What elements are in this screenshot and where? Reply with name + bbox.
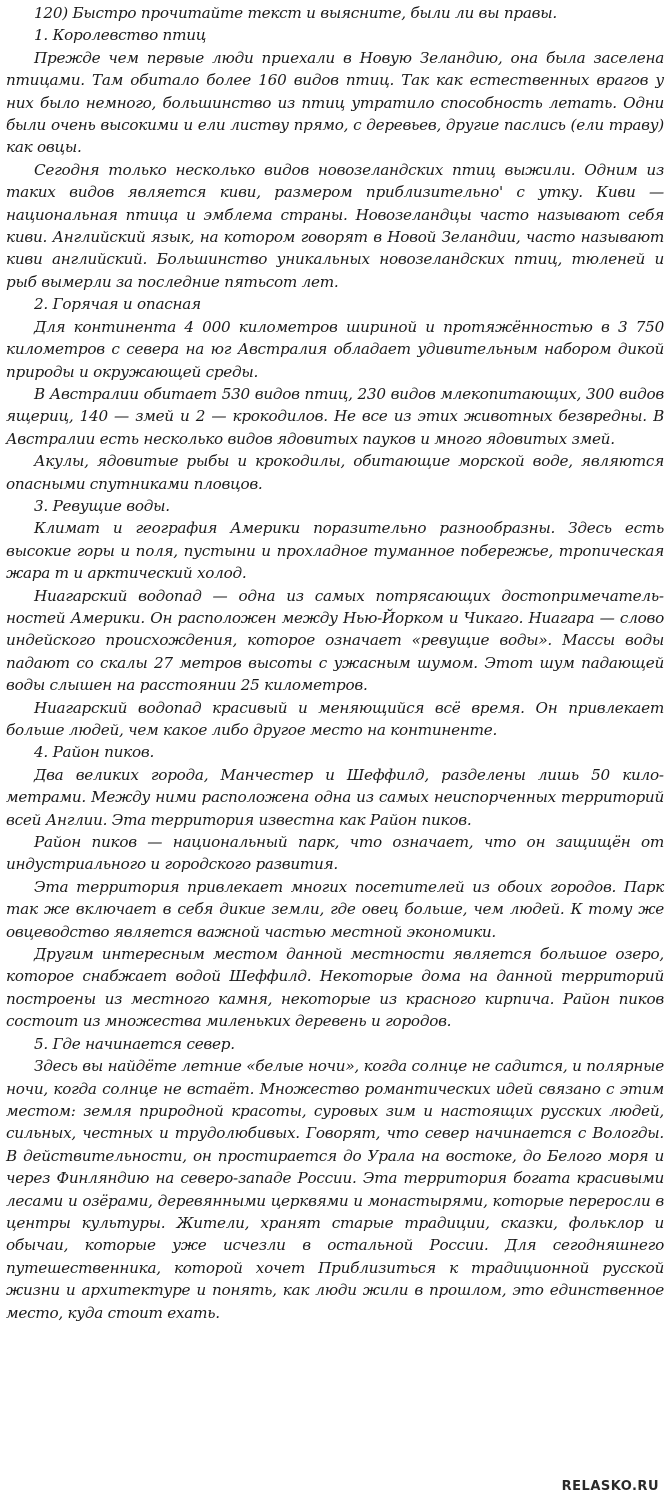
paragraph: В Австралии обитает 530 видов птиц, 230 видов млекопитающих, 300 видов ящериц, 140 — змей и 2 — крокодилов. Не все из этих животных безвредны. В Австралии есть несколько видов ядовитых пауков и много ядовитых змей. bbox=[6, 384, 664, 448]
exercise-title: 120) Быстро прочитайте текст и выясните, были ли вы правы. bbox=[34, 4, 557, 22]
paragraph: Ниагарский водопад красивый и меняющийся всё время. Он привлекает больше людей, чем какое либо другое место на континенте. bbox=[6, 698, 664, 739]
paragraph: Здесь вы найдёте летние «белые ночи», когда солнце не садится, и полярные ночи, когда солнце не встаёт. Множество романтических идей связано с этим местом: земля природной красоты, суровых зим и настоящих русских людей, сильных, честных и трудолюбивых. Говорят, что север начинается с Вологды. В действительности, он простирается до Урала на востоке, до Белого моря и через Финляндию на северо-западе России. Эта территория богата красивыми лесами и озёрами, деревянными церквями и монастырями, которые переросли в центры культуры. Жители, хранят старые традиции, сказки, фольклор и обычаи, которые уже исчезли в остальной России. Для сегодняшнего путешественника, которой хочет Приблизиться к традиционной русской жизни и архитектуре и понять, как люди жили в прошлом, это единственное место, куда стоит ехать. bbox=[6, 1057, 664, 1322]
section-bird-kingdom bbox=[6, 24, 664, 293]
paragraph: Два великих города, Манчестер и Шеффилд, разделены лишь 50 километрами. Между ними расположена одна из самых неиспорченных территорий всей Англии. Эта территория известна как Район пиков. bbox=[6, 765, 664, 829]
section-heading: 1. Королевство птиц bbox=[34, 26, 207, 45]
document-page bbox=[6, 2, 664, 1324]
paragraph: Ниагарский водопад — одна из самых потрясающих достопримечательностей Америки. Он расположен между Нью-Йорком и Чикаго. Ниагара — слово индейского происхождения, которое означает «ревущие воды». Массы воды падают со скалы 27 метров высоты с ужасным шумом. Этот шум падающей воды слышен на расстоянии 25 километров. bbox=[6, 586, 664, 695]
section-heading: 4. Район пиков. bbox=[34, 743, 155, 762]
section-heading: 2. Горячая и опасная bbox=[34, 295, 201, 314]
section-peak-district bbox=[6, 741, 664, 1032]
paragraph: Климат и география Америки поразительно разнообразны. Здесь есть высокие горы и поля, пустыни и прохладное туманное побережье, тропическая жара т и арктический холод. bbox=[6, 519, 664, 583]
site-watermark: RELASKO.RU bbox=[561, 1479, 659, 1494]
paragraph: Другим интересным местом данной местности является большое озеро, которое снабжает водой Шеффилд. Некоторые дома на данной территорий построены из местного камня, некоторые из красного кирпича. Район пиков состоит из множества миленьких деревень и городов. bbox=[6, 945, 664, 1031]
section-heading: 3. Ревущие воды. bbox=[34, 496, 170, 515]
section-hot-and-dangerous bbox=[6, 293, 664, 495]
paragraph: Эта территория привлекает многих посетителей из обоих городов. Парк так же включает в себя дикие земли, где овец больше, чем людей. К тому же овцеводство является важной частью местной экономики. bbox=[6, 877, 664, 941]
section-where-north-begins bbox=[6, 1033, 664, 1324]
paragraph: Район пиков — национальный парк, что означает, что он защищён от индустриального и городского развития. bbox=[6, 833, 664, 874]
paragraph: Для континента 4 000 километров шириной и протяжённостью в 3 750 километров с севера на юг Австралия обладает удивительным набором дикой природы и окружающей среды. bbox=[6, 317, 664, 381]
section-heading: 5. Где начинается север. bbox=[34, 1034, 235, 1053]
section-roaring-waters bbox=[6, 495, 664, 741]
paragraph: Акулы, ядовитые рыбы и крокодилы, обитающие морской воде, являются опасными спутниками пловцов. bbox=[6, 452, 664, 493]
paragraph: Прежде чем первые люди приехали в Новую Зеландию, она была заселена птицами. Там обитало более 160 видов птиц. Так как естественных врагов у них было немного, большинство из птиц утратило способность летать. Одни были очень высокими и ели листву прямо, с деревьев, другие паслись (ели траву) как овцы. bbox=[6, 48, 664, 157]
paragraph: Сегодня только несколько видов новозеландских птиц выжили. Одним из таких видов является киви, размером приблизительно' с утку. Киви — национальная птица и эмблема страны. Новозеландцы часто называют себя киви. Английский язык, на котором говорят в Новой Зеландии, часто называют киви английский. Большинство уникальных новозеландских птиц, тюленей и рыб вымерли за последние пятьсот лет. bbox=[6, 160, 664, 291]
